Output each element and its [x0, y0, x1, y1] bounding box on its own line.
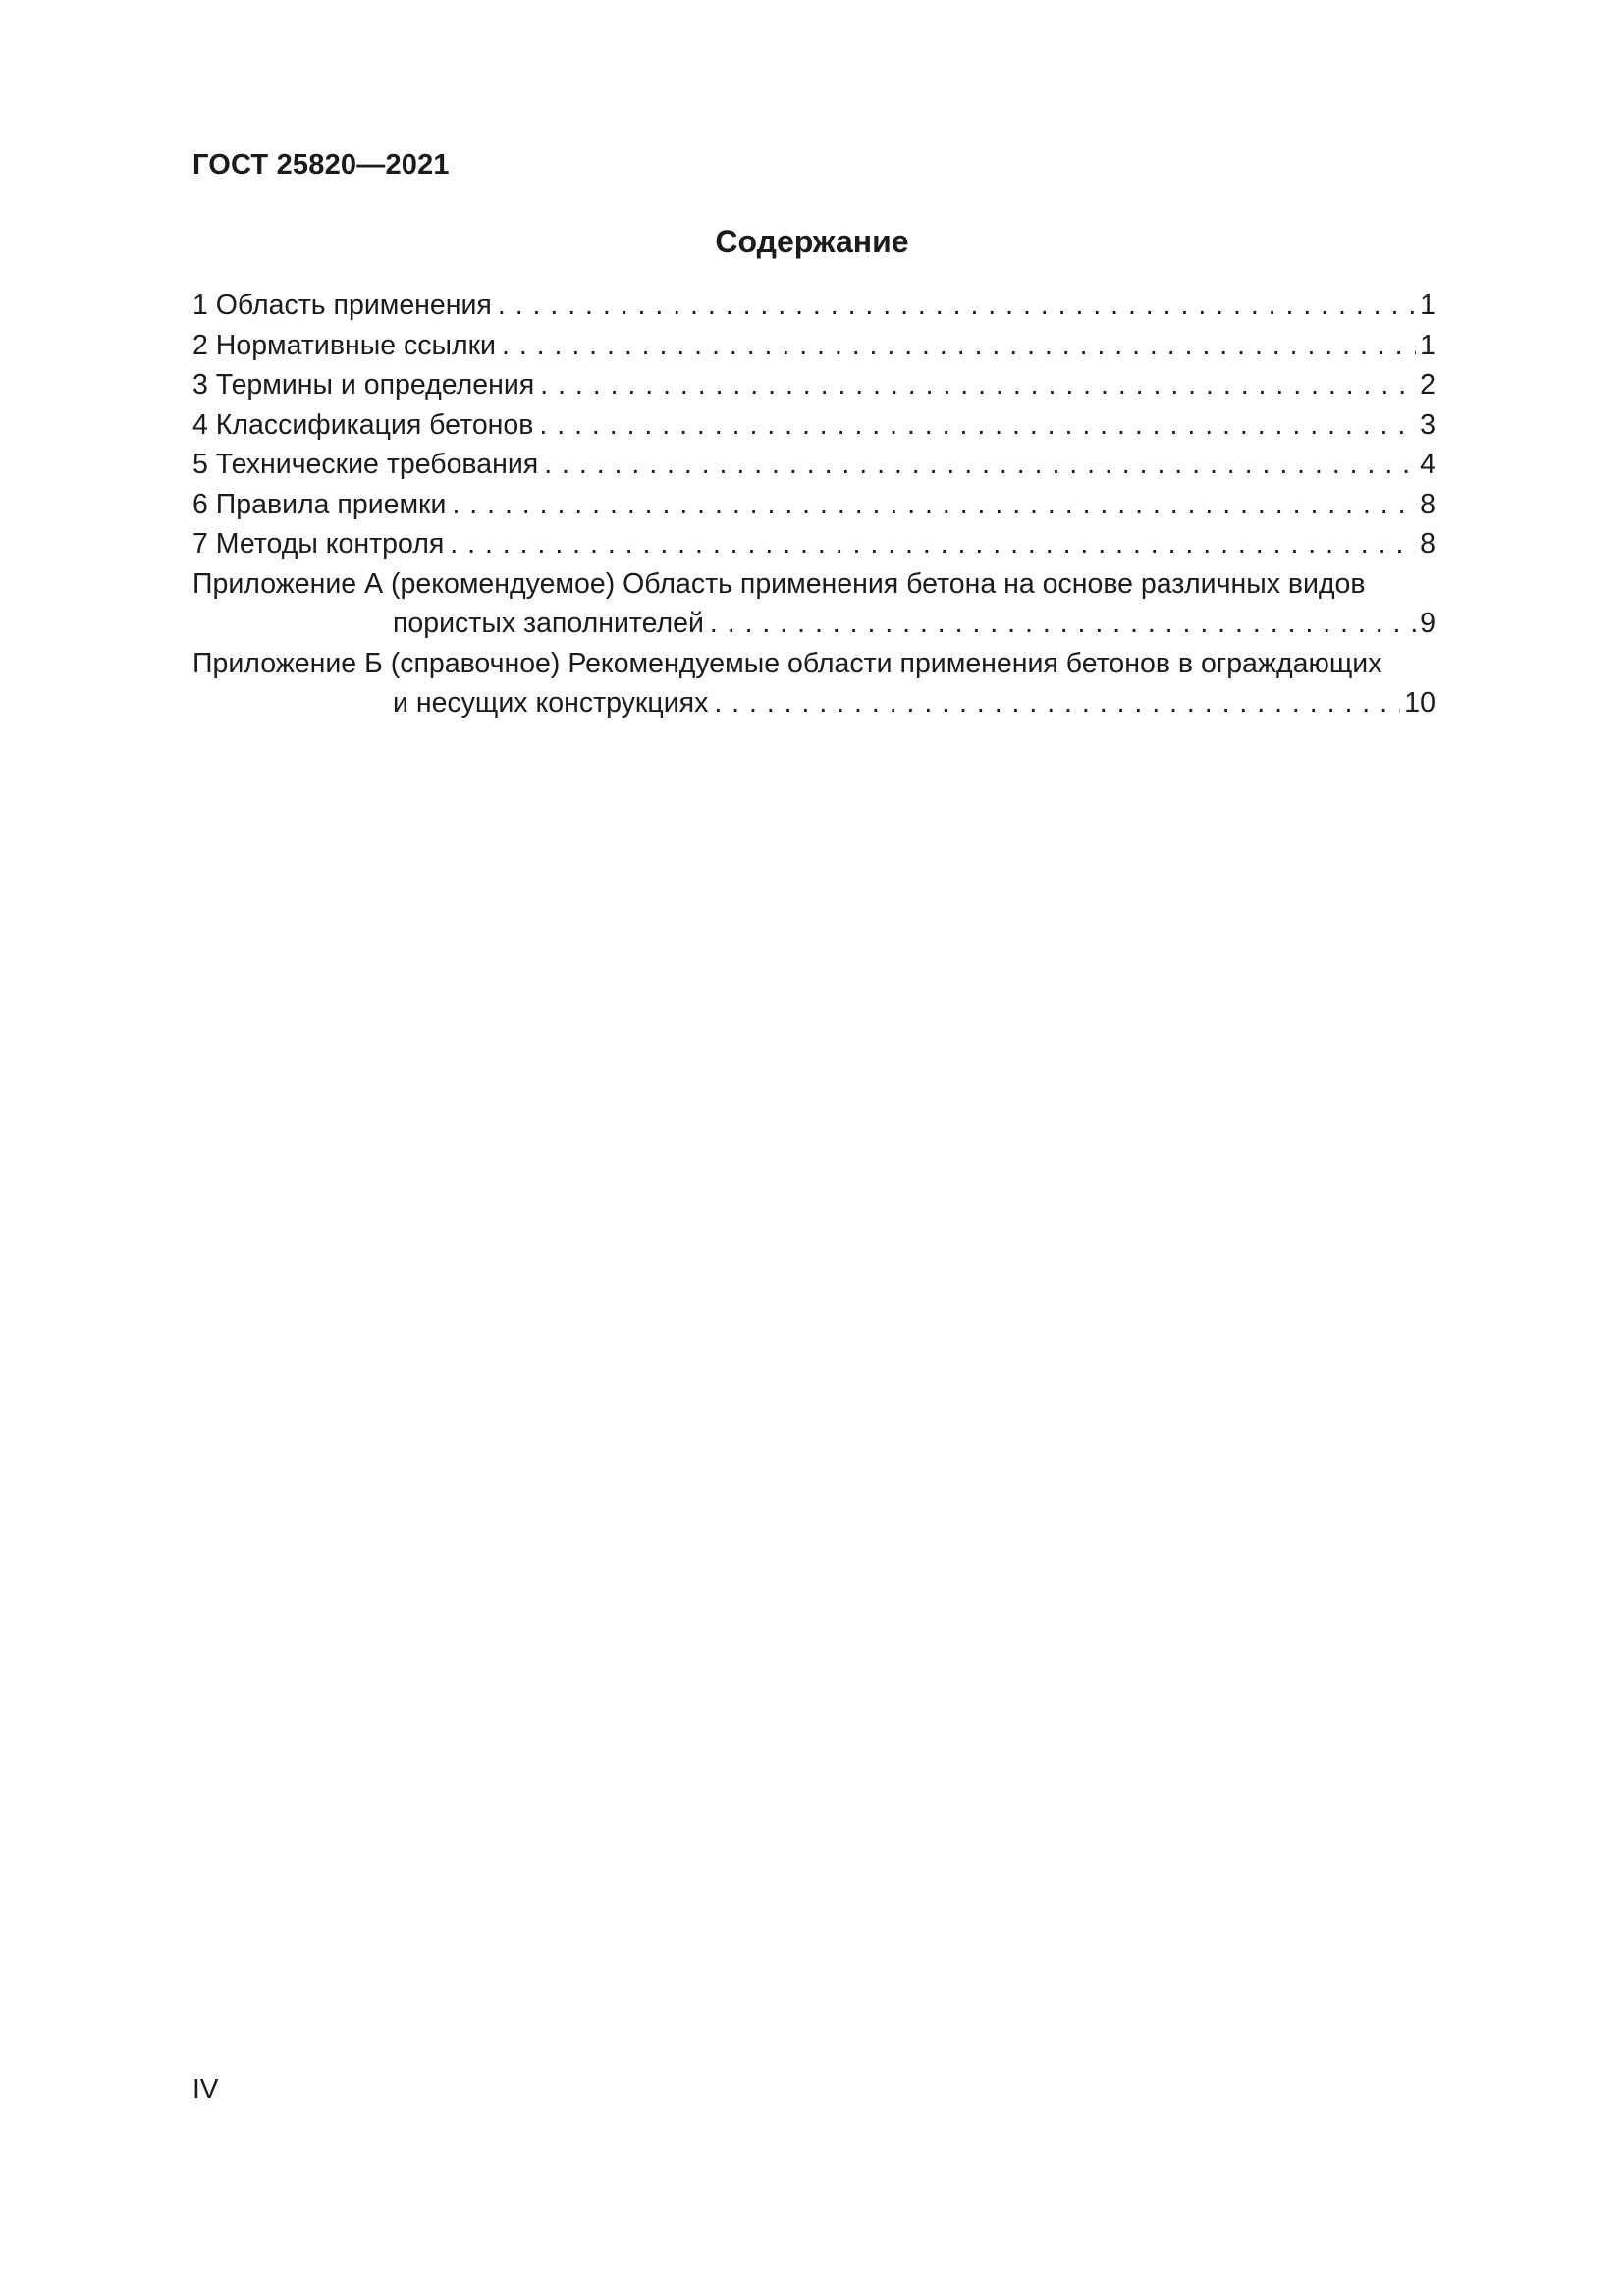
toc-entry-label-line1: Приложение Б (справочное) Рекомендуемые области применения бетонов в ограждающих — [192, 647, 1382, 679]
toc-entry-label: 3 Термины и определения — [192, 369, 535, 400]
toc-entry — [192, 405, 1435, 446]
toc-page-number: 9 — [1420, 608, 1435, 639]
dot-leader — [502, 326, 1416, 366]
toc-entry — [192, 286, 1435, 326]
toc-page-number: 3 — [1420, 408, 1435, 441]
table-of-contents — [192, 286, 1435, 723]
dot-leader — [544, 445, 1416, 485]
toc-page-number: 1 — [1420, 329, 1435, 361]
toc-entry-label-line2: пористых заполнителей — [393, 608, 704, 639]
toc-entry — [192, 326, 1435, 366]
toc-title: Содержание — [715, 224, 909, 259]
toc-page-number: 1 — [1420, 290, 1435, 321]
toc-page-number: 4 — [1420, 449, 1435, 480]
toc-entry-appendix-a — [192, 564, 1435, 644]
toc-entry-label: 1 Область применения — [192, 290, 492, 321]
dot-leader — [498, 286, 1416, 326]
toc-entry-label: 4 Классификация бетонов — [192, 408, 534, 441]
toc-entry-label: 6 Правила приемки — [192, 488, 447, 520]
toc-entry-label: 5 Технические требования — [192, 449, 539, 480]
toc-entry-label-line2: и несущих конструкциях — [393, 687, 709, 719]
dot-leader — [714, 683, 1400, 723]
toc-entry — [192, 365, 1435, 405]
toc-entry-label: 2 Нормативные ссылки — [192, 329, 496, 361]
toc-entry — [192, 485, 1435, 525]
toc-entry-label: 7 Методы контроля — [192, 528, 445, 560]
toc-page-number: 10 — [1404, 687, 1435, 719]
dot-leader — [450, 524, 1416, 564]
dot-leader — [540, 365, 1416, 405]
dot-leader — [710, 604, 1416, 644]
toc-page-number: 8 — [1420, 528, 1435, 560]
page-number-footer: IV — [192, 2073, 219, 2104]
toc-entry-appendix-b — [192, 644, 1435, 723]
toc-page-number: 8 — [1420, 488, 1435, 520]
toc-entry — [192, 524, 1435, 564]
toc-entry — [192, 445, 1435, 485]
toc-page-number: 2 — [1420, 369, 1435, 400]
dot-leader — [452, 485, 1416, 525]
dot-leader — [539, 405, 1416, 446]
document-header: ГОСТ 25820—2021 — [192, 149, 450, 181]
toc-entry-label-line1: Приложение А (рекомендуемое) Область применения бетона на основе различных видов — [192, 567, 1366, 600]
